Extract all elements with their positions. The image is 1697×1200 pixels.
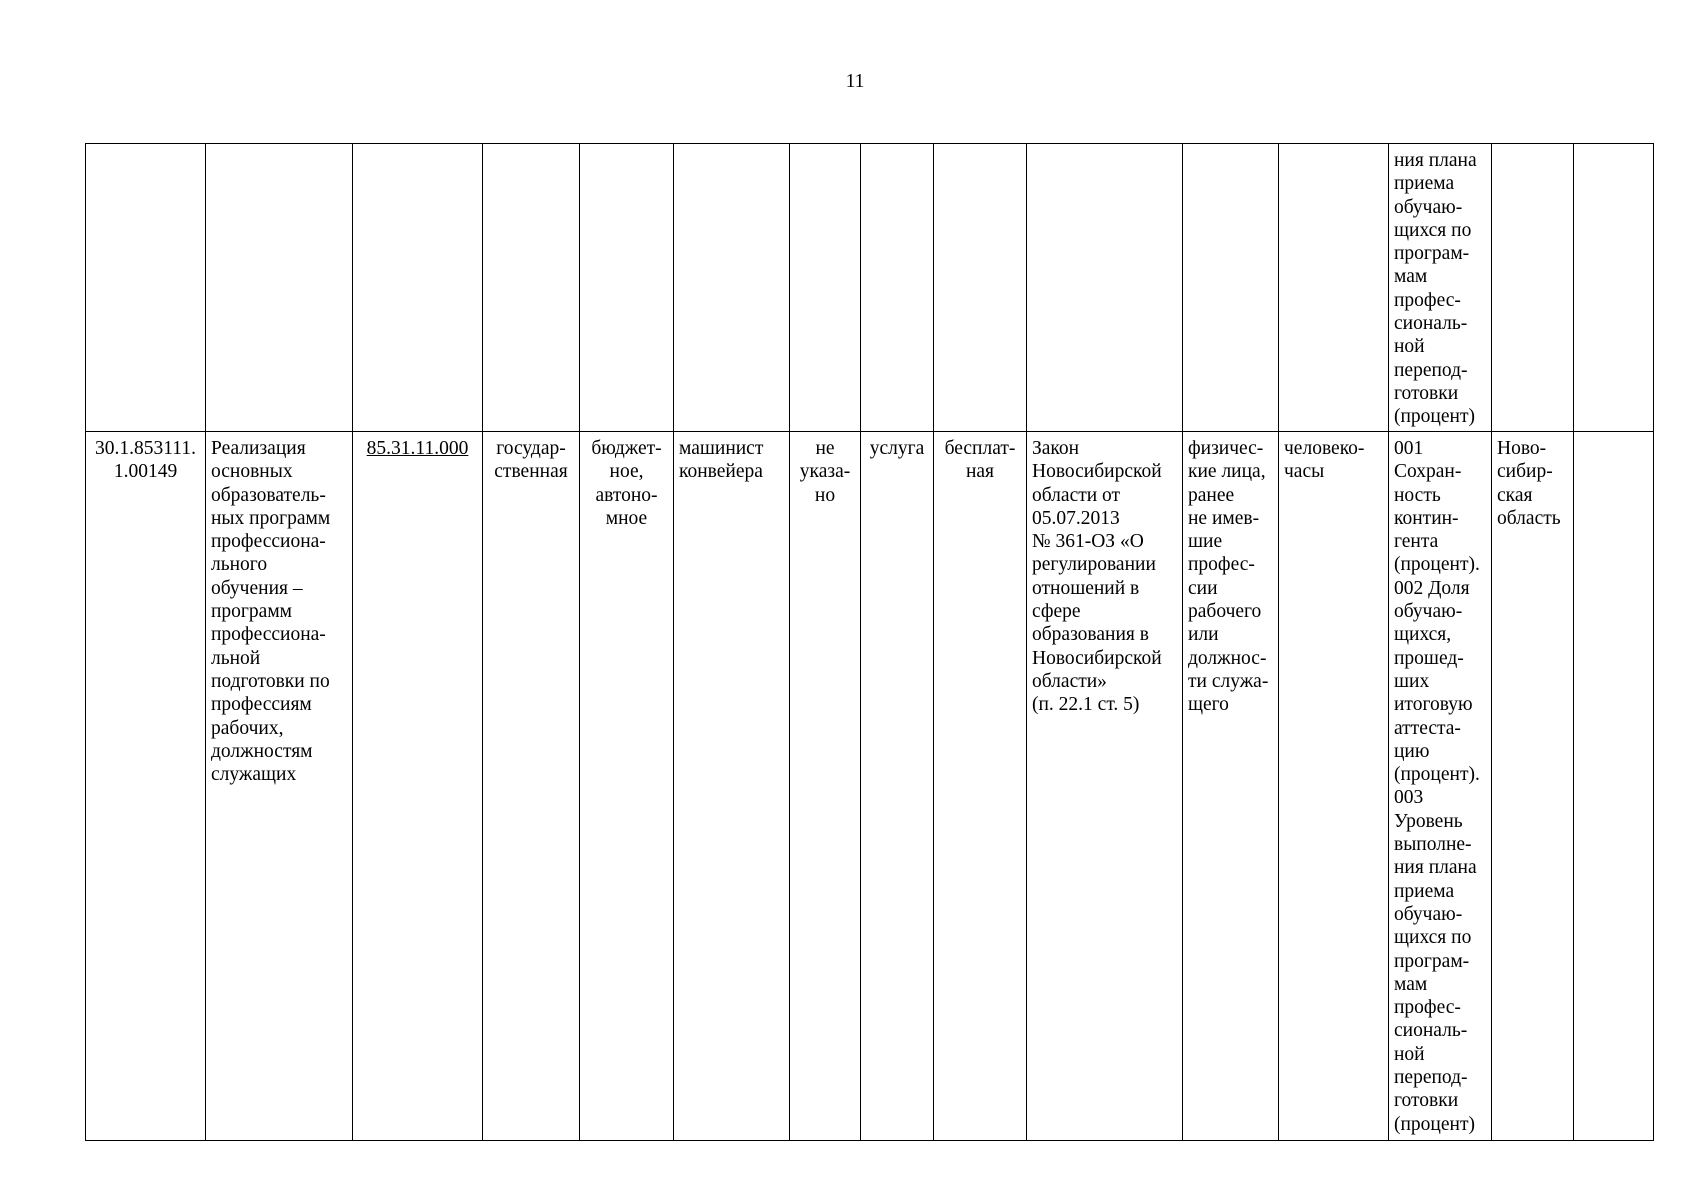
institution-type-cell: бюджет- ное, автоно- мное — [580, 432, 674, 1141]
legal-basis-cell: Закон Новосибирской области от 05.07.2013 № 361-ОЗ «О регулировании отношений в сфере образования в Новосибирской области» (п. 22.1 ст. 5) — [1027, 432, 1183, 1141]
ownership-form-cell — [483, 144, 580, 432]
ownership-form-cell: государ- ственная — [483, 432, 580, 1141]
region-cell — [1492, 144, 1574, 432]
quality-indicators-cell: 001 Сохран- ность контин- гента (процент). 002 Доля обучаю- щихся, прошед- ших итоговую аттеста- цию (процент). 003 Уровень выполне- ния плана приема обучаю- щихся по програм- мам профес- сиональ- ной перепод- готовки (процент) — [1389, 432, 1492, 1141]
table-row — [86, 432, 1654, 1141]
volume-indicator-cell — [1279, 144, 1389, 432]
form-cell — [790, 144, 861, 432]
service-name-cell: Реализация основных образователь- ных программ профессиона- льного обучения – программ профессиона- льной подготовки по профессиям рабочих, должностям служащих — [206, 432, 353, 1141]
okved-code-cell: 85.31.11.000 — [353, 432, 483, 1141]
registry-number-cell: 30.1.853111. 1.00149 — [86, 432, 206, 1141]
table-row — [86, 144, 1654, 432]
activity-type-cell — [861, 144, 934, 432]
legal-basis-cell — [1027, 144, 1183, 432]
region-cell: Ново- сибир- ская область — [1492, 432, 1574, 1141]
payment-type-cell: бесплат- ная — [934, 432, 1027, 1141]
extra-cell — [1574, 432, 1654, 1141]
volume-indicator-cell: человеко- часы — [1279, 432, 1389, 1141]
payment-type-cell — [934, 144, 1027, 432]
service-name-cell — [206, 144, 353, 432]
registry-number-cell — [86, 144, 206, 432]
institution-type-cell — [580, 144, 674, 432]
form-cell: не указа- но — [790, 432, 861, 1141]
registry-table — [85, 143, 1654, 1141]
extra-cell — [1574, 144, 1654, 432]
okved-code-cell — [353, 144, 483, 432]
page-number: 11 — [845, 71, 865, 92]
profession-cell: машинист конвейера — [674, 432, 790, 1141]
profession-cell — [674, 144, 790, 432]
activity-type-cell: услуга — [861, 432, 934, 1141]
consumer-category-cell: физичес- кие лица, ранее не имев- шие профес- сии рабочего или должнос- ти служа- щего — [1183, 432, 1279, 1141]
quality-indicators-cell: ния плана приема обучаю- щихся по програм- мам профес- сиональ- ной перепод- готовки (процент) — [1389, 144, 1492, 432]
consumer-category-cell — [1183, 144, 1279, 432]
